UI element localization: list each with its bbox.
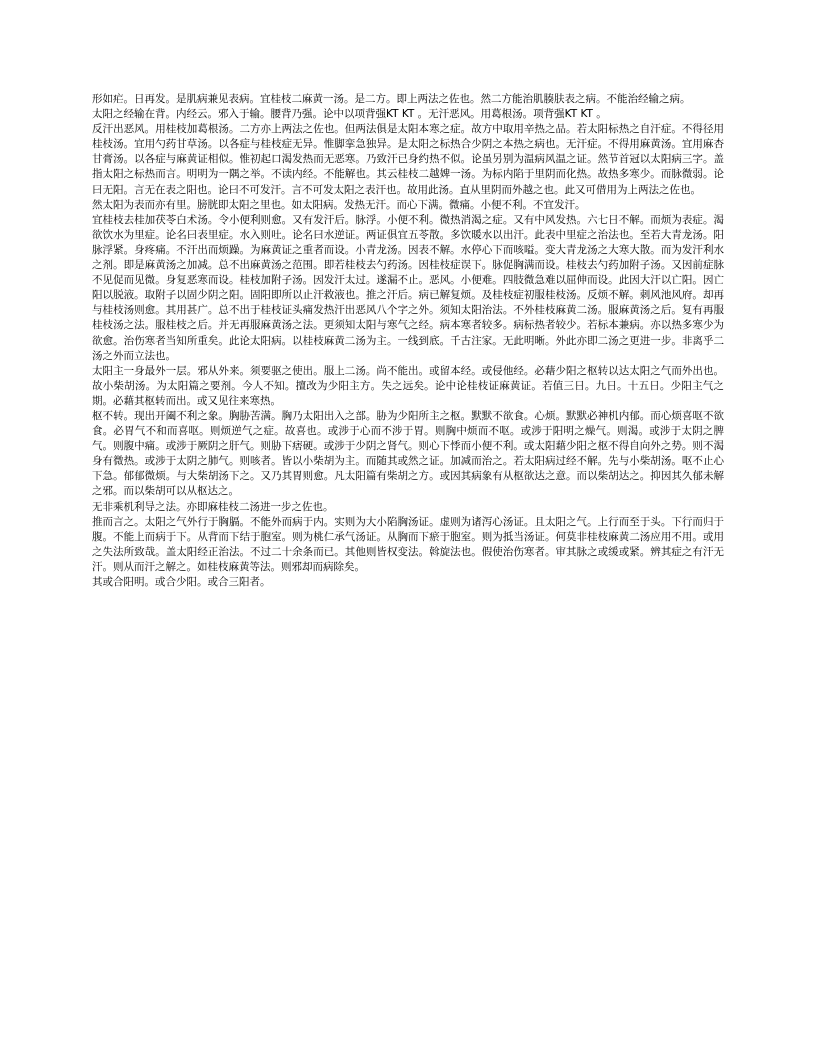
paragraph: 反汗出恶风。用桂枝加葛根汤。二方亦上两法之佐也。但两法俱是太阳本寒之症。故方中取用辛热之品。若太阳标热之自汗症。不得径用桂枝汤。宜用勺药甘草汤。以各症与桂枝症无异。惟脚挛急独异。是太阳之标热合少阴之本热之病也。无汗症。不得用麻黄汤。宜用麻杏甘膏汤。以各症与麻黄证相似。惟初起口渴发热而无恶寒。乃致汗已身约热不似。论虽另别为温病风温之证。然节首冠以太阳病三字。盖指太阳之标热而言。明明为一隅之举。不读内经。不能解也。其云桂枝二越婢一汤。为标内陷于里阴而化热。故热多寒少。而脉微弱。论曰无阳。言无在表之阳也。论曰不可发汗。言不可发太阳之表汗也。故用此汤。直从里阴而外越之也。此又可借用为上两法之佐也。	[92, 123, 724, 196]
paragraph: 太阳主一身最外一层。邪从外来。须要驱之使出。服上二汤。尚不能出。或留本经。或侵他经。必藉少阳之枢转以达太阳之气而外出也。故小柴胡汤。为太阳篇之要剂。今人不知。擅改为少阳主方。失之远矣。论中论桂枝证麻黄证。若值三日。九日。十五日。少阳主气之期。必藉其枢转而出。或又见往来寒热。	[92, 364, 724, 407]
paragraph: 宜桂枝去桂加茯苓白术汤。令小便利则愈。又有发汗后。脉浮。小便不利。微热消渴之症。又有中风发热。六七日不解。而烦为表症。渴欲饮水为里症。论名曰表里症。水入则吐。论名曰水逆证。两证俱宜五苓散。多饮暖水以出汗。此表中里症之治法也。至若大青龙汤。阳脉浮紧。身疼痛。不汗出而烦躁。为麻黄证之重者而设。小青龙汤。因表不解。水停心下而咳嗌。变大青龙汤之大寒大散。而为发汗利水之剂。即是麻黄汤之加减。总不出麻黄汤之范围。即若桂枝去勺药汤。因桂枝症误下。脉促胸满而设。桂枝去勺药加附子汤。又因前症脉不见促而见微。身复恶寒而设。桂枝加附子汤。因发汗太过。遂漏不止。恶风。小便难。四肢微急难以屈伸而设。此因大汗以亡阳。因亡阳以脱液。取附子以固少阴之阳。固阳即所以止汗救液也。推之汗后。病已解复烦。及桂枝症初服桂枝汤。反烦不解。刺风池风府。却再与桂枝汤则愈。其用甚广。总不出于桂枝证头痛发热汗出恶风八个字之外。须知太阳治法。不外桂枝麻黄二汤。服麻黄汤之后。复有再服桂枝汤之法。服桂枝之后。并无再服麻黄汤之法。更须知太阳与寒气之经。病本寒者较多。病标热者较少。若标本兼病。亦以热多寒少为欲愈。治伤寒者当知所重矣。此论太阳病。以桂枝麻黄二汤为主。一线到底。千古注家。无此明晰。外此亦即二汤之更进一步。非离乎二汤之外而立法也。	[92, 213, 724, 362]
paragraph: 推而言之。太阳之气外行于胸膈。不能外而病于内。实则为大小陷胸汤证。虚则为诸泻心汤证。且太阳之气。上行而至于头。下行而归于腹。不能上而病于下。从背而下结于胞室。则为桃仁承气汤证。从胸而下瘀于胞室。则为抵当汤证。何莫非桂枝麻黄二汤应用不用。或用之失法所致哉。盖太阳经正治法。不过二十余条而已。其他则皆权变法。斡旋法也。假使治伤寒者。审其脉之或缓或紧。辨其症之有汗无汗。则从而汗之解之。如桂枝麻黄等法。则邪却而病除矣。	[92, 515, 724, 573]
paragraph: 其或合阳明。或合少阳。或合三阳者。	[92, 576, 271, 588]
paragraph: 形如疟。日再发。是肌病兼见表病。宜桂枝二麻黄一汤。是二方。即上两法之佐也。然二方能治肌腠肤表之病。不能治经输之病。	[92, 93, 691, 105]
paragraph: 无非乘机利导之法。亦即麻桂枝二汤进一步之佐也。	[92, 500, 334, 513]
paragraph: 然太阳为表而亦有里。膀胱即太阳之里也。如太阳病。发热无汗。而心下满。微痛。小便不利。不宜发汗。	[92, 198, 586, 211]
paragraph: 枢不转。现出开阖不利之象。胸胁苦满。胸乃太阳出入之部。胁为少阳所主之枢。默默不欲食。心烦。默默必神机内郁。而心烦喜呕不欲食。必胃气不和而喜呕。则烦逆气之症。故喜也。或涉于心而不涉于胃。则胸中烦而不呕。或涉于阳明之燥气。则渴。或涉于太阴之脾气。则腹中痛。或涉于厥阴之肝气。则胁下痞硬。或涉于少阴之肾气。则心下悸而小便不利。或太阳藉少阳之枢不得自向外之势。则不渴身有微热。或涉于太阴之肺气。则咳者。皆以小柴胡为主。而随其或然之证。加减而治之。若太阳病过经不解。先与小柴胡汤。呕不止心下急。郁郁微烦。与大柴胡汤下之。又乃其胃则愈。凡太阳篇有柴胡之方。或因其病象有从枢欲达之意。而以柴胡达之。抑因其久郁未解之邪。而以柴胡可以从枢达之。	[92, 409, 724, 498]
paragraph: 太阳之经输在背。内经云。邪入于输。腰背乃强。论中以项背强KT KT 。无汗恶风。用葛根汤。项背强KT KT 。	[92, 108, 607, 121]
document-body	[92, 92, 724, 590]
